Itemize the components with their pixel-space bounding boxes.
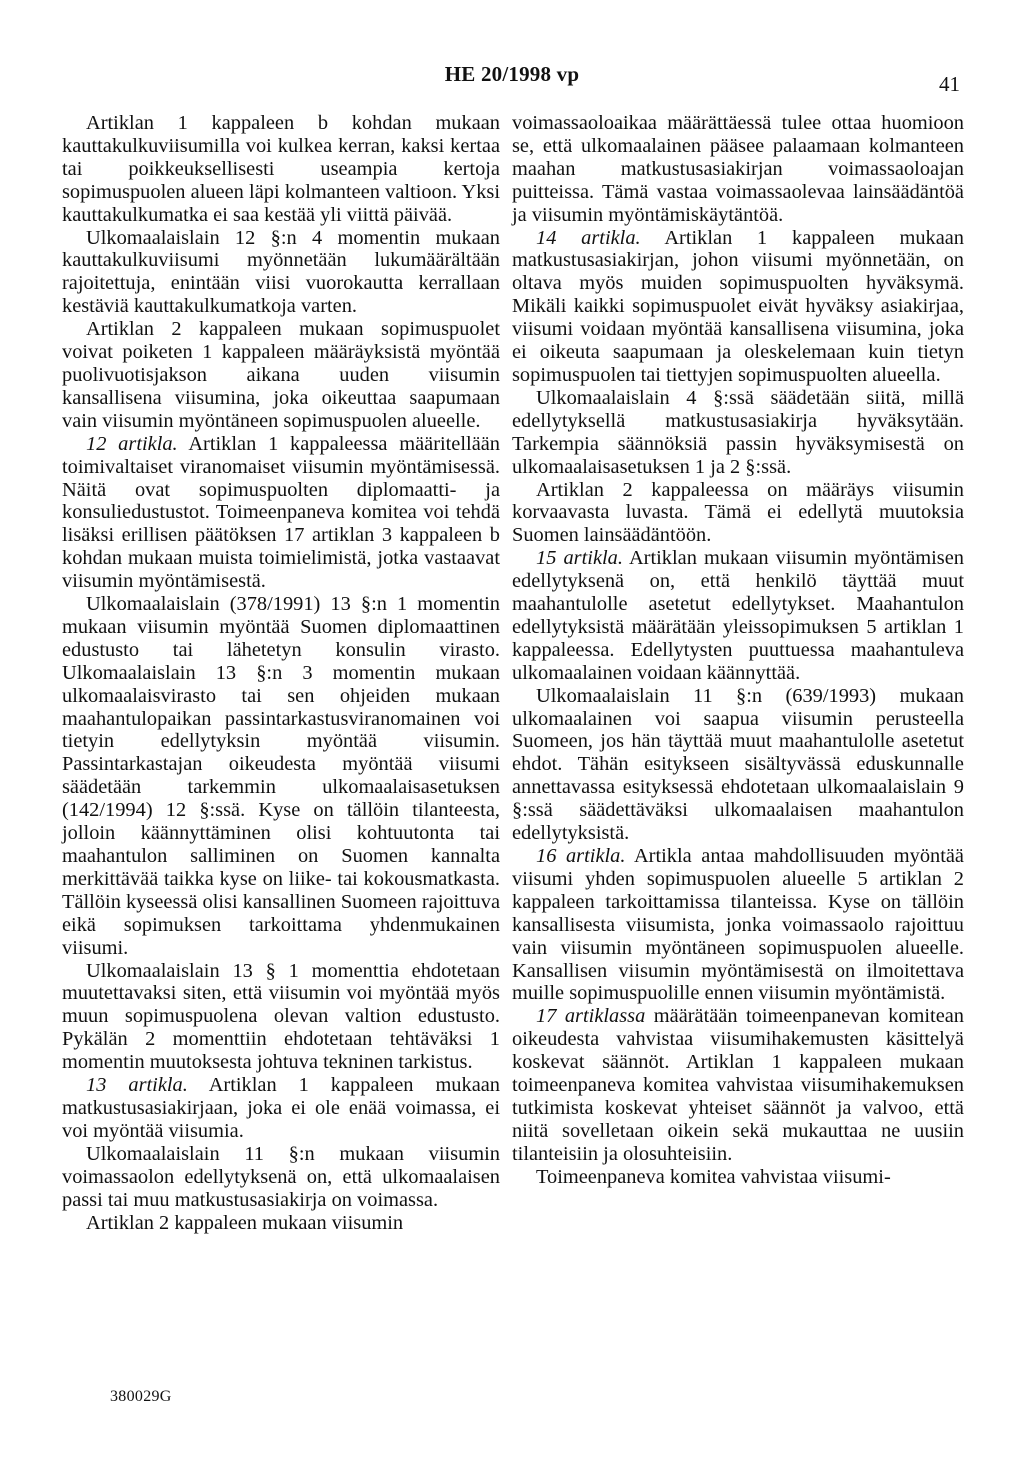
paragraph-text: Ulkomaalaislain 12 §:n 4 momentin mukaan kauttakulkuviisumi myönnetään lukumäärältään rajoitettuja, enintään viisi vuorokautta kerrallaan kestäviä kauttakulkumatkoja varten. bbox=[62, 226, 500, 318]
paragraph bbox=[62, 112, 500, 227]
paragraph-text: Ulkomaalaislain (378/1991) 13 §:n 1 momentin mukaan viisumin myöntää Suomen diplomaattinen edustusto tai lähetetyn konsulin virasto. Ulkomaalaislain 13 §:n 3 momentin mukaan ulkomaalaisvirasto tai sen ohjeiden mukaan maahantulopaikan passintarkastusviranomainen voi tietyin edellytyksin myöntää viisumin. Passintarkastajan oikeudesta myöntää viisumi säädetään tarkemmin ulkomaalaisasetuksen (142/1994) 12 §:ssä. Kyse on tällöin tilanteesta, jolloin käännyttäminen olisi kohtuutonta tai maahantulon salliminen on Suomen kannalta merkittävää taikka kyse on liike- tai kokousmatkasta. Tällöin kyseessä olisi kansallinen Suomeen rajoittuva eikä sopimuksen tarkoittama yhdenmukainen viisumi. bbox=[62, 593, 500, 959]
page-number: 41 bbox=[939, 72, 960, 96]
paragraph bbox=[512, 112, 964, 227]
paragraph-text: voimassaoloaikaa määrättäessä tulee ottaa huomioon se, että ulkomaalainen pääsee palaamaan kolmanteen maahan matkustusasiakirjan voimassaoloajan puitteissa. Tämä vastaa voimassaolevaa lainsäädäntöä ja viisumin myöntämiskäytäntöä. bbox=[512, 112, 964, 226]
paragraph bbox=[512, 227, 964, 387]
print-code: 380029G bbox=[110, 1388, 172, 1405]
paragraph-text: Artiklan 2 kappaleen mukaan viisumin bbox=[86, 1211, 404, 1234]
paragraph-text: Artiklan 1 kappaleessa määritellään toimivaltaiset viranomaiset viisumin myöntämisessä. Näitä ovat sopimuspuolten diplomaatti- ja konsuliedustustot. Toimeenpaneva komitea voi tehdä lisäksi erillisen päätöksen 17 artiklan 3 kappaleen b kohdan mukaan muista toimielimistä, jotka vastaavat viisumin myöntämisestä. bbox=[62, 432, 500, 593]
article-heading: 12 artikla. bbox=[86, 432, 178, 455]
paragraph bbox=[512, 845, 964, 1005]
paragraph-text: Artiklan 1 kappaleen b kohdan mukaan kauttakulkuviisumilla voi kulkea kerran, kaksi kertaa tai poikkeuksellisesti useampia kertoja sopimuspuolen alueen läpi kolmanteen valtioon. Yksi kauttakulkumatka ei saa kestää yli viittä päivää. bbox=[62, 112, 500, 226]
document-title: HE 20/1998 vp bbox=[444, 62, 580, 86]
paragraph bbox=[62, 227, 500, 319]
paragraph bbox=[512, 685, 964, 845]
paragraph bbox=[62, 433, 500, 593]
article-heading: 16 artikla. bbox=[536, 845, 626, 867]
article-heading: 13 artikla. bbox=[86, 1074, 188, 1097]
paragraph-text: Ulkomaalaislain 11 §:n (639/1993) mukaan ulkomaalainen voi saapua viisumin perusteella Suomeen, jos hän täyttää muut maahantulolle asetetut ehdot. Tähän esitykseen sisältyvässä eduskunnalle annettavassa esityksessä ehdotetaan ulkomaalaislain 9 §:ssä säädettäväksi ulkomaalaisen maahantulon edellytyksistä. bbox=[512, 684, 964, 845]
paragraph bbox=[512, 547, 964, 684]
paragraph bbox=[62, 1074, 500, 1143]
paragraph-text: Ulkomaalaislain 13 § 1 momenttia ehdotetaan muutettavaksi siten, että viisumin voi myöntää myös muun sopimuspuolena olevan valtion edustusto. Pykälän 2 momenttiin ehdotetaan tehtäväksi 1 momentin muutoksesta johtuva tekninen tarkistus. bbox=[62, 959, 500, 1074]
paragraph bbox=[512, 387, 964, 479]
article-heading: 15 artikla. bbox=[536, 547, 623, 570]
page-header bbox=[0, 62, 1024, 96]
paragraph bbox=[62, 593, 500, 960]
paragraph bbox=[62, 1143, 500, 1212]
paragraph bbox=[62, 318, 500, 433]
paragraph bbox=[62, 1212, 500, 1235]
paragraph-text: Toimeenpaneva komitea vahvistaa viisumi- bbox=[536, 1165, 891, 1188]
paragraph-text: Ulkomaalaislain 11 §:n mukaan viisumin voimassaolon edellytyksenä on, että ulkomaalaisen passi tai muu matkustusasiakirja on voimassa. bbox=[62, 1142, 500, 1211]
paragraph bbox=[62, 960, 500, 1075]
article-heading: 17 artiklassa bbox=[536, 1005, 646, 1028]
paragraph-text: Artiklan 2 kappaleessa on määräys viisumin korvaavasta luvasta. Tämä ei edellytä muutoksia Suomen lainsäädäntöön. bbox=[512, 478, 964, 547]
paragraph-text: Artiklan 2 kappaleen mukaan sopimuspuolet voivat poiketen 1 kappaleen määräyksistä myöntää puolivuotisjakson aikana uuden viisumin kansallisena viisumina, joka oikeuttaa saapumaan vain viisumin myöntäneen sopimuspuolen alueelle. bbox=[62, 318, 500, 432]
paragraph-text: määrätään toimeenpanevan komitean oikeudesta vahvistaa viisumihakemusten käsittelyä koskevat säännöt. Artiklan 1 kappaleen mukaan toimeenpaneva komitea vahvistaa viisumihakemuksen tutkimista koskevat yhteiset säännöt ja valvoo, että niitä sovelletaan oikein sekä mukauttaa ne uusiin tilanteisiin ja olosuhteisiin. bbox=[512, 1005, 964, 1165]
paragraph bbox=[512, 1005, 964, 1165]
paragraph-text: Artikla antaa mahdollisuuden myöntää viisumi yhden sopimuspuolen alueelle 5 artiklan 2 kappaleen tarkoittamissa tilanteissa. Kyse on tällöin kansallisesta viisumista, jonka voimassaolo rajoittuu vain viisumin myöntäneen sopimuspuolen alueelle. Kansallisen viisumin myöntämisestä on ilmoitettava muille sopimuspuolille ennen viisumin myöntämistä. bbox=[512, 845, 964, 1005]
paragraph bbox=[512, 479, 964, 548]
paragraph-text: Artiklan mukaan viisumin myöntämisen edellytyksenä on, että henkilö täyttää muut maahantulolle asetetut edellytykset. Maahantulon edellytyksistä määrätään yleissopimuksen 5 artiklan 1 kappaleessa. Edellytysten puuttuessa maahantuleva ulkomaalainen voidaan käännyttää. bbox=[512, 547, 964, 684]
right-text-column bbox=[512, 112, 964, 1189]
article-heading: 14 artikla. bbox=[536, 226, 641, 249]
left-text-column bbox=[62, 112, 500, 1234]
paragraph-text: Artiklan 1 kappaleen mukaan matkustusasiakirjan, johon viisumi myönnetään, on oltava myös muiden sopimuspuolten hyväksymä. Mikäli kaikki sopimuspuolet eivät hyväksy asiakirjaa, viisumi voidaan myöntää kansallisena viisumina, joka ei oikeuta saapumaan ja oleskelemaan kuin tietyn sopimuspuolen tai tiettyjen sopimuspuolten alueella. bbox=[512, 226, 965, 386]
paragraph-text: Ulkomaalaislain 4 §:ssä säädetään siitä, millä edellytyksellä matkustusasiakirja hyväksytään. Tarkempia säännöksiä passin hyväksymisestä on ulkomaalaisasetuksen 1 ja 2 §:ssä. bbox=[512, 386, 964, 478]
paragraph-text: Artiklan 1 kappaleen mukaan matkustusasiakirjaan, joka ei ole enää voimassa, ei voi myöntää viisumia. bbox=[62, 1074, 500, 1142]
paragraph bbox=[512, 1166, 964, 1189]
